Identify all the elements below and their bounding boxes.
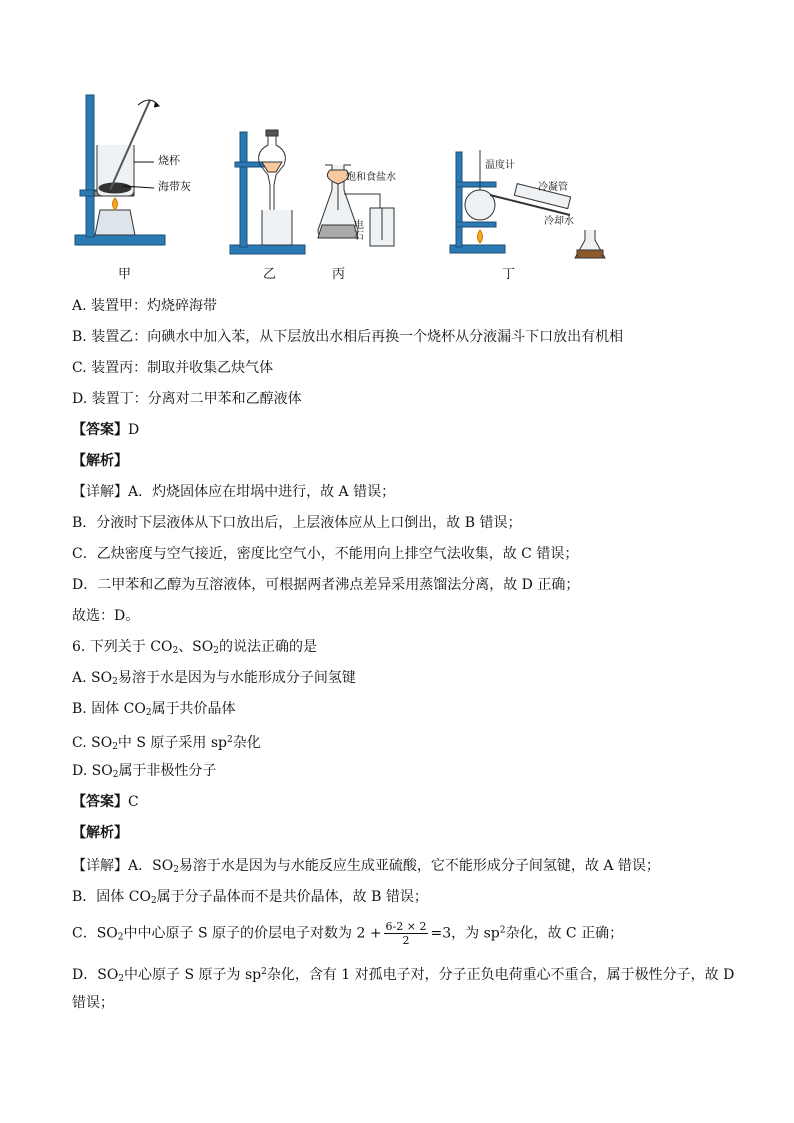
fraction: $\frac{6-2 \times 2}{2}$ — [385, 920, 427, 947]
q5-analysis-label: 【解析】 — [72, 453, 128, 469]
answer-value: C — [128, 794, 139, 810]
q5-option-c: C. 装置丙：制取并收集乙炔气体 — [72, 360, 274, 376]
q6-option-d: D. $SO_2$属于非极性分子 — [72, 763, 217, 780]
q5-detail-b: B．分液时下层液体从下口放出后，上层液体应从上口倒出，故 B 错误； — [72, 515, 522, 531]
q5-answer — [72, 420, 139, 440]
label-beaker: 烧杯 — [158, 154, 180, 167]
q5-detail-c: C．乙炔密度与空气接近，密度比空气小，不能用向上排空气法收集，故 C 错误； — [72, 546, 579, 562]
caption-jia: 甲 — [118, 267, 132, 282]
q5-option-a: A. 装置甲：灼烧碎海带 — [72, 298, 218, 314]
q5-conclusion: 故选：D。 — [72, 608, 140, 624]
caption-yi: 乙 — [263, 267, 277, 282]
q6-answer — [72, 792, 139, 812]
q6-option-a: A. $SO_2$易溶于水是因为与水能形成分子间氢键 — [72, 670, 356, 687]
q6-detail-c: C．$SO_2$中中心原子 S 原子的价层电子对数为 2 + $\frac{6-2 \times 2}{2}$ =3，为 $sp^2$杂化，故 C 正确； — [72, 920, 624, 947]
q6-option-c: C. $SO_2$中 S 原子采用 $sp^2$杂化 — [72, 735, 261, 752]
q6-stem: 6. 下列关于 $CO_2$、$SO_2$的说法正确的是 — [72, 639, 317, 656]
q6-detail-b: B．固体 $CO_2$属于分子晶体而不是共价晶体，故 B 错误； — [72, 889, 428, 906]
q6-detail-a: 【详解】A．$SO_2$易溶于水是因为与水能反应生成亚硫酸，它不能形成分子间氢键，故 A 错误； — [72, 858, 660, 875]
q5-detail-a: 【详解】A．灼烧固体应在坩埚中进行，故 A 错误； — [72, 484, 396, 500]
q5-option-b: B. 装置乙：向碘水中加入苯，从下层放出水相后再换一个烧杯从分液漏斗下口放出有机相 — [72, 329, 624, 345]
label-condenser: 冷凝管 — [538, 182, 568, 193]
label-saturated-brine: 饱和食盐水 — [346, 172, 396, 183]
q6-detail-d: D．$SO_2$中心原子 S 原子为 $sp^2$杂化，含有 1 对孤电子对，分子正负电荷重心不重合，属于极性分子，故 D — [72, 967, 735, 984]
q6-analysis-label: 【解析】 — [72, 825, 128, 841]
apparatus-jia — [75, 95, 165, 245]
label-cooling-water: 冷却水 — [544, 216, 574, 227]
caption-bing: 丙 — [332, 267, 346, 282]
q5-detail-d: D．二甲苯和乙醇为互溶液体，可根据两者沸点差异采用蒸馏法分离，故 D 正确； — [72, 577, 580, 593]
label-seaweed-ash: 海带灰 — [158, 180, 191, 193]
answer-label: 【答案】 — [72, 794, 128, 810]
q6-detail-d-cont: 错误； — [72, 995, 114, 1011]
answer-value: D — [128, 422, 140, 438]
answer-label: 【答案】 — [72, 422, 128, 438]
label-carbide: 电石 — [354, 220, 364, 242]
apparatus-ding — [450, 150, 605, 258]
q6-option-b: B. 固体 $CO_2$属于共价晶体 — [72, 701, 236, 718]
q5-option-d: D. 装置丁：分离对二甲苯和乙醇液体 — [72, 391, 302, 407]
apparatus-figure — [70, 90, 630, 280]
caption-ding: 丁 — [502, 267, 516, 282]
label-thermometer: 温度计 — [485, 160, 515, 171]
apparatus-yi — [230, 130, 305, 254]
